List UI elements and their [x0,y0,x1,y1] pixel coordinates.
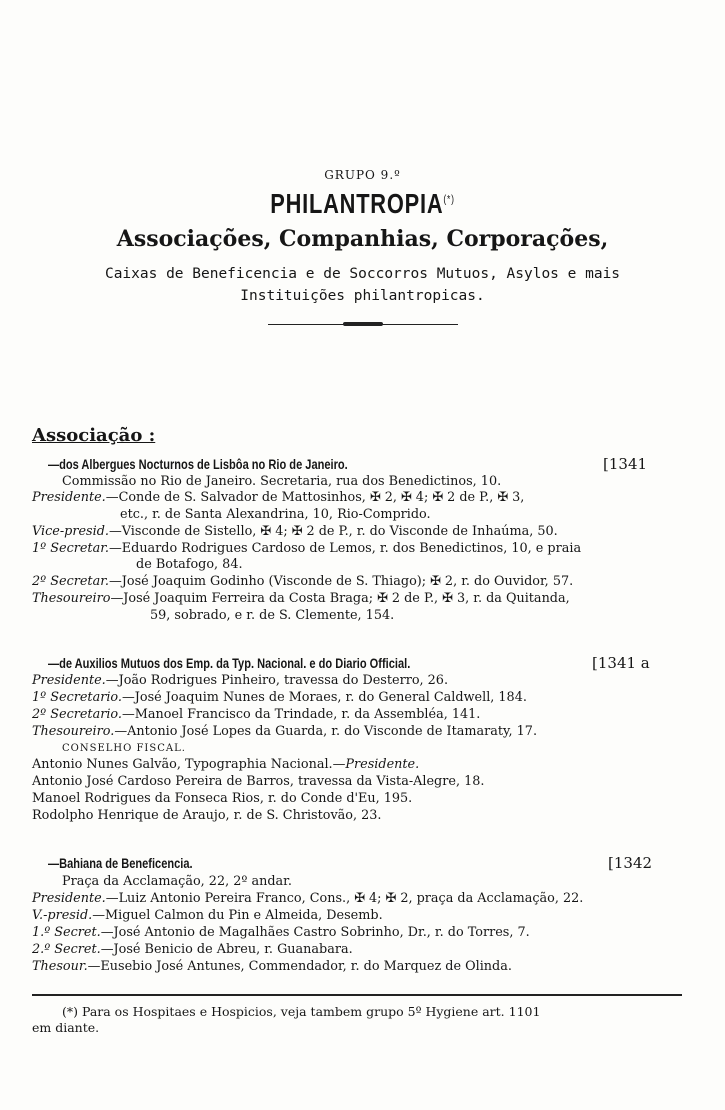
entry2-line: 1º Secretario.—José Joaquim Nunes de Moraes, r. do General Caldwell, 184. [32,690,527,705]
entry3-line: Presidente.—Luiz Antonio Pereira Franco, Cons., ✠ 4; ✠ 2, praça da Acclamação, 22. [32,891,584,906]
entry1-title: —dos Albergues Nocturnos de Lisbôa no Rio de Janeiro. [48,457,348,472]
entry3-line: V.-presid.—Miguel Calmon du Pin e Almeida, Desemb. [32,908,383,923]
council-member: Antonio José Cardoso Pereira de Barros, travessa da Vista-Alegre, 18. [32,774,485,789]
entry1-line: 1º Secretar.—Eduardo Rodrigues Cardoso de Lemos, r. dos Benedictinos, 10, e praia [32,541,582,556]
council-label: CONSELHO FISCAL. [62,743,186,754]
entry1-line: Presidente.—Conde de S. Salvador de Mattosinhos, ✠ 2, ✠ 4; ✠ 2 de P., ✠ 3, [32,490,525,505]
entry2-title: —de Auxilios Mutuos dos Emp. da Typ. Nacional. e do Diario Official. [48,656,411,671]
group-label: GRUPO 9.º [324,168,401,182]
page-title [80,188,646,220]
entry1-line: de Botafogo, 84. [136,557,243,572]
section-heading: Associação : [32,425,156,446]
entry3-line: 2.º Secret.—José Benicio de Abreu, r. Guanabara. [32,942,353,957]
subtitle-line-2: Caixas de Beneficencia e de Soccorros Mutuos, Asylos e mais [104,266,621,282]
entry1-line: Vice-presid.—Visconde de Sistello, ✠ 4; ✠ 2 de P., r. do Visconde de Inhaúma, 50. [32,524,558,539]
council-member: Manoel Rodrigues da Fonseca Rios, r. do Conde d'Eu, 195. [32,791,413,806]
entry1-line: Commissão no Rio de Janeiro. Secretaria, rua dos Benedictinos, 10. [62,474,502,489]
entry3-line: 1.º Secret.—José Antonio de Magalhães Castro Sobrinho, Dr., r. do Torres, 7. [32,925,530,940]
entry1-line: 2º Secretar.—José Joaquim Godinho (Visconde de S. Thiago); ✠ 2, r. do Ouvidor, 57. [32,574,574,589]
entry3-number: [1342 [608,854,653,872]
footnote-line: (*) Para os Hospitaes e Hospicios, veja tambem grupo 5º Hygiene art. 1101 [62,1004,541,1019]
title-footnote-mark: (*) [443,193,455,206]
entry2-number: [1341 a [592,654,650,672]
entry2-line: 2º Secretario.—Manoel Francisco da Trindade, r. da Assembléa, 141. [32,707,481,722]
entry3-line: Thesour.—Eusebio José Antunes, Commendador, r. do Marquez de Olinda. [32,959,512,974]
entry1-line: Thesoureiro—José Joaquim Ferreira da Costa Braga; ✠ 2 de P., ✠ 3, r. da Quitanda, [32,591,570,606]
ornament-divider [268,322,458,328]
subtitle: Associações, Companhias, Corporações, [116,226,609,252]
entry1-number: [1341 [603,455,648,473]
entry2-line: Thesoureiro.—Antonio José Lopes da Guarda, r. do Visconde de Itamaraty, 17. [32,724,538,739]
council-member: Antonio Nunes Galvão, Typographia Nacional.—Presidente. [32,757,420,772]
footnote-line: em diante. [32,1020,100,1035]
subtitle-line-3: Instituições philantropicas. [240,288,485,304]
council-member: Rodolpho Henrique de Araujo, r. de S. Christovão, 23. [32,808,382,823]
footnote-divider [32,994,682,996]
entry1-line: etc., r. de Santa Alexandrina, 10, Rio-Comprido. [120,507,431,522]
entry3-line: Praça da Acclamação, 22, 2º andar. [62,874,292,889]
entry1-line: 59, sobrado, e r. de S. Clemente, 154. [150,608,395,623]
entry3-title: —Bahiana de Beneficencia. [48,856,193,871]
entry2-line: Presidente.—João Rodrigues Pinheiro, travessa do Desterro, 26. [32,673,449,688]
title-text: PHILANTROPIA [270,188,444,219]
